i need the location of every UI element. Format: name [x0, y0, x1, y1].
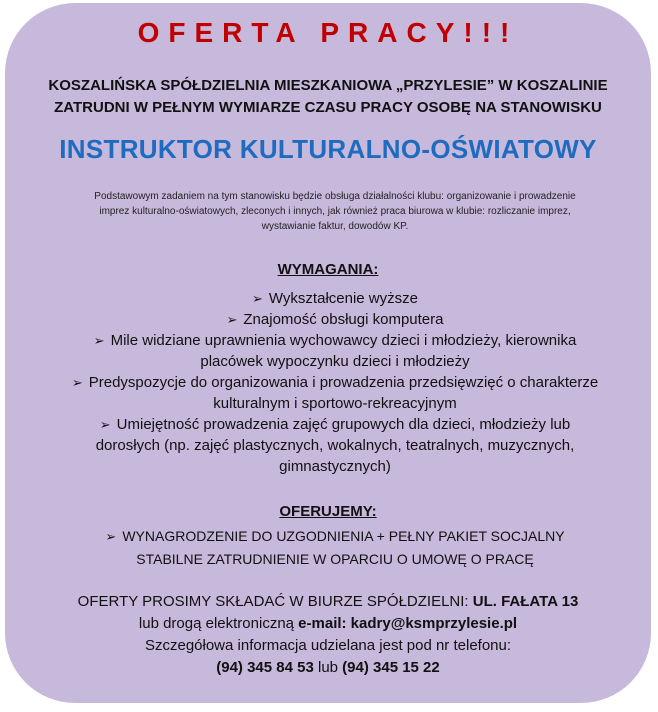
arrowhead-bullet-icon: ➢: [252, 291, 263, 306]
arrowhead-bullet-icon: ➢: [99, 417, 111, 432]
requirement-item: ➢ Wykształcenie wyższe: [252, 290, 418, 307]
job-description: [45, 189, 625, 234]
description-line-1: Podstawowym zadaniem na tym stanowisku będzie obsługa działalności klubu: organizowanie i prowadzenie: [94, 191, 576, 202]
requirements-list: [35, 288, 635, 477]
arrowhead-bullet-icon: ➢: [93, 333, 105, 348]
offer-heading: OFERUJEMY:: [279, 503, 377, 520]
phone-numbers: (94) 345 84 53 lub (94) 345 15 22: [216, 659, 440, 676]
contact-info: [5, 591, 651, 679]
offer-title-text: OFERTA PRACY: [137, 17, 464, 48]
offer-item: STABILNE ZATRUDNIENIE W OPARCIU O UMOWĘ O PRACĘ: [136, 551, 534, 567]
requirements-heading: WYMAGANIA:: [277, 261, 379, 278]
requirement-item: ➢ Umiejętność prowadzenia zajęć grupowych dla dzieci, młodzieży lub dorosłych (np. zajęć plastycznych, wokalnych, teatralnych, muzycznych, gimnastycznych): [95, 416, 575, 475]
contact-email-line: lub drogą elektroniczną e-mail: kadry@ksmprzylesie.pl: [138, 615, 518, 632]
offer-list: [35, 525, 635, 570]
offer-title-exclamation: !!!: [463, 17, 519, 48]
position-title: INSTRUKTOR KULTURALNO-OŚWIATOWY: [59, 134, 597, 164]
arrowhead-bullet-icon: ➢: [71, 375, 83, 390]
contact-info-line: Szczegółowa informacja udzielana jest pod nr telefonu:: [144, 637, 512, 654]
offer-title: [5, 17, 651, 49]
requirement-item: ➢ Znajomość obsługi komputera: [226, 311, 444, 328]
requirement-item: ➢ Mile widziane uprawnienia wychowawcy dzieci i młodzieży, kierownika placówek wypoczynku dzieci i młodzieży: [93, 332, 577, 370]
email-link[interactable]: e-mail: kadry@ksmprzylesie.pl: [298, 615, 518, 632]
phone-number-2[interactable]: (94) 345 15 22: [342, 659, 440, 676]
company-line-2: ZATRUDNI W PEŁNYM WYMIARZE CZASU PRACY OSOBĘ NA STANOWISKU: [54, 99, 602, 116]
company-announcement: [5, 75, 651, 119]
company-line-1: KOSZALIŃSKA SPÓŁDZIELNIA MIESZKANIOWA „PRZYLESIE” W KOSZALINIE: [48, 77, 608, 94]
office-address: UL. FAŁATA 13: [472, 593, 579, 610]
phone-number-1[interactable]: (94) 345 84 53: [216, 659, 314, 676]
job-offer-card: [5, 3, 651, 703]
offer-item: ➢ WYNAGRODZENIE DO UZGODNIENIA + PEŁNY PAKIET SOCJALNY: [35, 525, 635, 548]
requirement-item: ➢ Predyspozycje do organizowania i prowadzenia przedsięwzięć o charakterze kulturalnym i sportowo-rekreacyjnym: [71, 374, 599, 412]
arrowhead-bullet-icon: ➢: [226, 312, 238, 327]
contact-address-line: OFERTY PROSIMY SKŁADAĆ W BIURZE SPÓŁDZIELNI: UL. FAŁATA 13: [77, 593, 579, 610]
description-line-3: wystawianie faktur, dowodów KP.: [261, 221, 409, 232]
description-line-2: imprez kulturalno-oświatowych, zleconych i innych, jak również praca biurowa w klubie: rozliczanie imprez,: [99, 206, 571, 217]
arrowhead-bullet-icon: ➢: [105, 529, 117, 544]
